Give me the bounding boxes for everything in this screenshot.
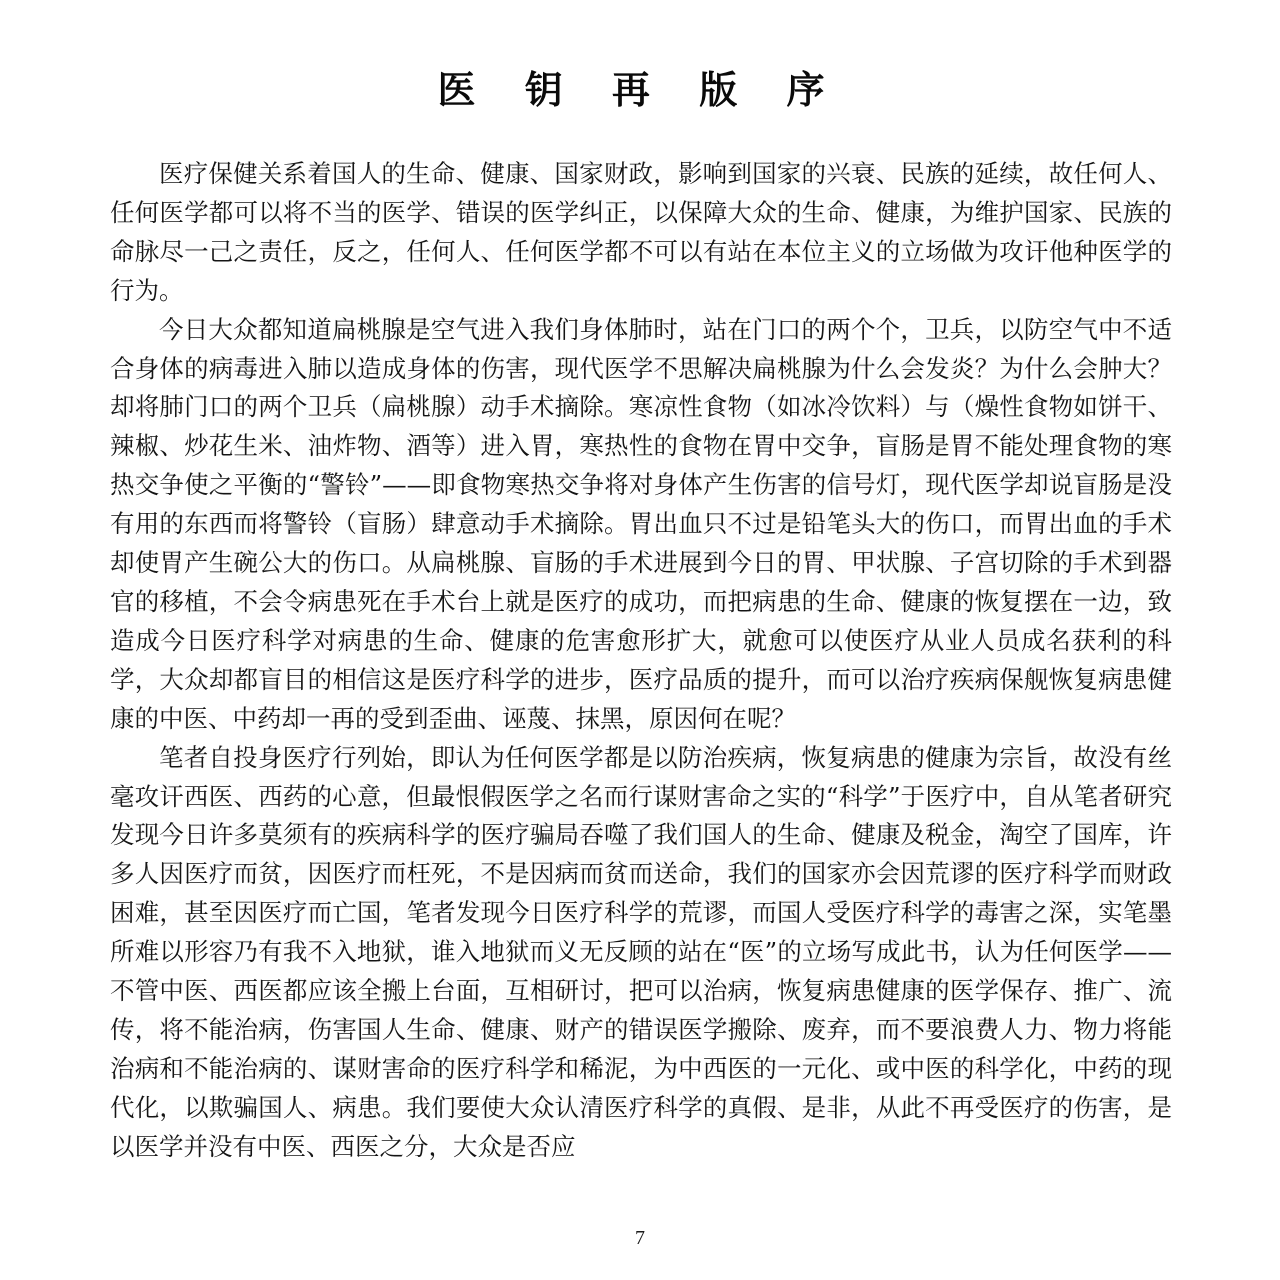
paragraph-1: 医疗保健关系着国人的生命、健康、国家财政，影响到国家的兴衰、民族的延续，故任何人、任何医学都可以将不当的医学、错误的医学纠正，以保障大众的生命、健康，为维护国家、民族的命脉尽一己之责任，反之，任何人、任何医学都不可以有站在本位主义的立场做为攻讦他种医学的行为。 <box>110 159 1172 305</box>
paragraph-3: 笔者自投身医疗行列始，即认为任何医学都是以防治疾病，恢复病患的健康为宗旨，故没有丝毫攻讦西医、西药的心意，但最恨假医学之名而行谋财害命之实的“科学”于医疗中，自从笔者研究发现今日许多莫须有的疾病科学的医疗骗局吞噬了我们国人的生命、健康及税金，淘空了国库，许多人因医疗而贫，因医疗而枉死，不是因病而贫而送命，我们的国家亦会因荒谬的医疗科学而财政困难，甚至因医疗而亡国，笔者发现今日医疗科学的荒谬，而国人受医疗科学的毒害之深，实笔墨所难以形容乃有我不入地狱，谁入地狱而义无反顾的站在“医”的立场写成此书，认为任何医学——不管中医、西医都应该全搬上台面，互相研讨，把可以治病，恢复病患健康的医学保存、推广、流传，将不能治病，伤害国人生命、健康、财产的错误医学搬除、废弃，而不要浪费人力、物力将能治病和不能治病的、谋财害命的医疗科学和稀泥，为中西医的一元化、或中医的科学化，中药的现代化，以欺骗国人、病患。我们要使大众认清医疗科学的真假、是非，从此不再受医疗的伤害，是以医学并没有中医、西医之分，大众是否应 <box>110 742 1172 1161</box>
preface-body <box>110 155 1172 1167</box>
paragraph-2: 今日大众都知道扁桃腺是空气进入我们身体肺时，站在门口的两个个，卫兵，以防空气中不适合身体的病毒进入肺以造成身体的伤害，现代医学不思解决扁桃腺为什么会发炎？为什么会肿大？却将肺门口的两个卫兵（扁桃腺）动手术摘除。寒凉性食物（如冰冷饮料）与（燥性食物如饼干、辣椒、炒花生米、油炸物、酒等）进入胃，寒热性的食物在胃中交争，盲肠是胃不能处理食物的寒热交争使之平衡的“警铃”——即食物寒热交争将对身体产生伤害的信号灯，现代医学却说盲肠是没有用的东西而将警铃（盲肠）肆意动手术摘除。胃出血只不过是铅笔头大的伤口，而胃出血的手术却使胃产生碗公大的伤口。从扁桃腺、盲肠的手术进展到今日的胃、甲状腺、子宫切除的手术到器官的移植，不会令病患死在手术台上就是医疗的成功，而把病患的生命、健康的恢复摆在一边，致造成今日医疗科学对病患的生命、健康的危害愈形扩大，就愈可以使医疗从业人员成名获利的科学，大众却都盲目的相信这是医疗科学的进步，医疗品质的提升，而可以治疗疾病保舰恢复病患健康的中医、中药却一再的受到歪曲、诬蔑、抹黑，原因何在呢？ <box>110 314 1172 733</box>
page-number: 7 <box>635 1227 645 1249</box>
page-title: 医 钥 再 版 序 <box>437 68 843 112</box>
